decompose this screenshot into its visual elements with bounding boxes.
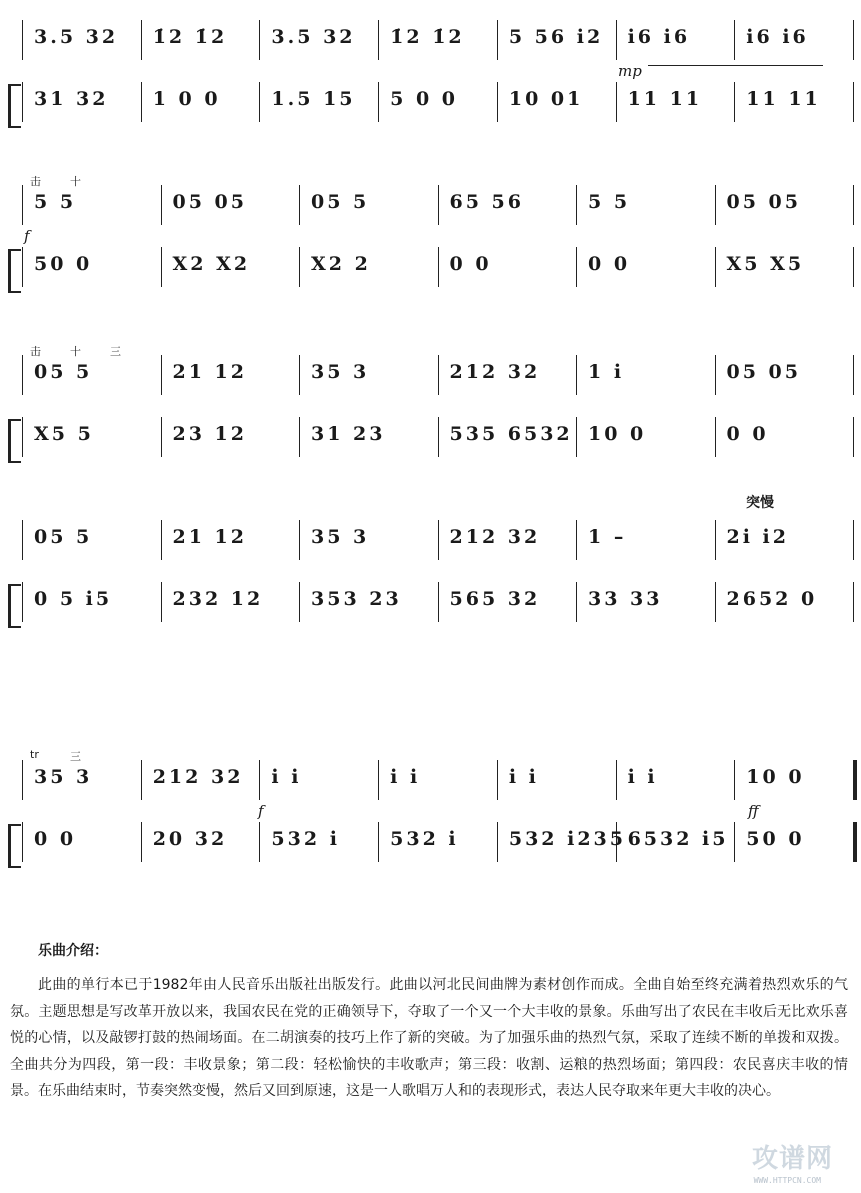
barline <box>576 185 577 225</box>
barline <box>576 417 577 457</box>
barline <box>734 760 735 800</box>
lower-measure: 10 0 <box>588 423 647 445</box>
upper-measure: i i <box>390 766 421 788</box>
upper-staff <box>22 760 853 800</box>
lower-measure: 23 12 <box>172 423 247 445</box>
barline <box>22 82 23 122</box>
barline <box>616 82 617 122</box>
dynamic-marking: ff <box>748 802 759 820</box>
barline <box>715 185 716 225</box>
lower-measure: 33 33 <box>588 588 663 610</box>
barline <box>734 20 735 60</box>
upper-measure: 05 05 <box>172 191 247 213</box>
lower-measure: X5 5 <box>34 423 94 445</box>
barline <box>438 582 439 622</box>
barline <box>299 355 300 395</box>
staff-bracket <box>8 419 21 463</box>
barline <box>576 582 577 622</box>
lower-staff <box>22 582 853 622</box>
upper-measure: 1̇2 1̇2 <box>152 26 228 48</box>
upper-measure: 1 i <box>588 361 625 383</box>
barline <box>438 247 439 287</box>
barline <box>141 82 142 122</box>
lower-measure: 0 5 i5 <box>34 588 113 610</box>
barline <box>161 417 162 457</box>
upper-measure: 05 05 <box>726 191 801 213</box>
lower-measure: 10 01 <box>508 88 584 110</box>
barline <box>853 82 854 122</box>
barline <box>299 520 300 560</box>
lower-measure: 1.5 15 <box>271 88 356 110</box>
barline <box>299 582 300 622</box>
performance-mark: 十 <box>70 175 81 188</box>
upper-measure: 3.5 32 <box>34 26 119 48</box>
lower-staff <box>22 247 853 287</box>
barline <box>141 760 142 800</box>
upper-measure: 05 05 <box>726 361 801 383</box>
barline <box>161 520 162 560</box>
lower-measure: X2 X2 <box>172 253 251 275</box>
barline <box>161 582 162 622</box>
lower-measure: 0 0 <box>34 828 77 850</box>
barline <box>616 760 617 800</box>
barline <box>22 760 23 800</box>
staff-bracket <box>8 584 21 628</box>
barline <box>438 185 439 225</box>
lower-measure: 532 i <box>271 828 340 850</box>
lower-staff <box>22 417 853 457</box>
lower-measure: 31 32 <box>34 88 109 110</box>
lower-measure: X2 2 <box>311 253 371 275</box>
barline <box>259 760 260 800</box>
barline <box>715 582 716 622</box>
upper-staff <box>22 355 853 395</box>
barline <box>378 20 379 60</box>
barline <box>299 417 300 457</box>
barline <box>853 247 854 287</box>
barline <box>22 822 23 862</box>
lower-measure: 20 32 <box>152 828 228 850</box>
score-system <box>8 20 853 162</box>
upper-measure: 05 5 <box>34 361 93 383</box>
upper-measure: i6 i6 <box>627 26 691 48</box>
staff-bracket <box>8 824 21 868</box>
upper-staff <box>22 20 853 60</box>
lower-measure: 1 0 0 <box>152 88 221 110</box>
barline <box>853 417 854 457</box>
lower-measure: 0 0 <box>588 253 631 275</box>
lower-measure: 565 32 <box>449 588 541 610</box>
barline <box>22 582 23 622</box>
score-system <box>8 748 853 902</box>
upper-measure: 1̇2 1̇2 <box>390 26 465 48</box>
barline <box>576 247 577 287</box>
intro-body: 此曲的单行本已于1982年由人民音乐出版社出版发行。此曲以河北民间曲牌为素材创作而成。全曲自始至终充满着热烈欢乐的气氛。主题思想是写改革开放以来，我国农民在党的正确领导下，夺取了一个又一个大丰收的景象。乐曲写出了农民在丰收后无比欢乐喜悦的心情，以及敲锣打鼓的热闹场面。在二胡演奏的技巧上作了新的突破。为了加强乐曲的热烈气氛，采取了连续不断的单拨和双拨。全曲共分为四段，第一段：丰收景象；第二段：轻松愉快的丰收歌声；第三段：收割、运粮的热烈场面；第四段：农民喜庆丰收的情景。在乐曲结束时，节奏突然变慢，然后又回到原速，这是一人歌唱万人和的表现形式，表达人民夺取来年更大丰收的决心。 <box>10 977 848 1099</box>
performance-mark: 击 <box>30 175 41 188</box>
barline <box>853 355 854 395</box>
barline <box>378 760 379 800</box>
barline <box>853 822 857 862</box>
barline <box>259 82 260 122</box>
barline <box>22 355 23 395</box>
barline <box>576 520 577 560</box>
score-system <box>8 175 853 327</box>
lower-measure: 11 11 <box>746 88 821 110</box>
lower-staff <box>22 822 853 862</box>
barline <box>715 417 716 457</box>
intro-title: 乐曲介绍： <box>38 943 108 959</box>
upper-measure: 1 – <box>588 526 627 548</box>
barline <box>734 822 735 862</box>
lower-measure: 11 11 <box>627 88 703 110</box>
lower-measure: 0 0 <box>449 253 492 275</box>
upper-measure: i i <box>271 766 302 788</box>
lower-measure: X5 X5 <box>726 253 805 275</box>
upper-measure: i i <box>508 766 539 788</box>
barline <box>497 82 498 122</box>
upper-measure: 212 32 <box>449 361 541 383</box>
performance-mark: 三 <box>110 345 121 358</box>
watermark-logo: 攻谱网 <box>751 1144 833 1174</box>
barline <box>161 185 162 225</box>
upper-measure: 21 12 <box>172 361 247 383</box>
barline <box>161 247 162 287</box>
barline <box>141 822 142 862</box>
staff-bracket <box>8 249 21 293</box>
performance-mark: 击 <box>30 345 41 358</box>
upper-measure: 35 3 <box>311 361 370 383</box>
upper-measure: i6 i6 <box>746 26 809 48</box>
barline <box>378 822 379 862</box>
upper-measure: 10 0 <box>746 766 805 788</box>
barline <box>853 760 857 800</box>
barline <box>853 185 854 225</box>
lower-measure: 50 0 <box>34 253 93 275</box>
lower-measure: 6532 i5 <box>627 828 729 850</box>
lower-measure: 532 i <box>390 828 459 850</box>
upper-measure: 35 3 <box>34 766 93 788</box>
barline <box>715 355 716 395</box>
barline <box>438 417 439 457</box>
upper-measure: 2i i2 <box>726 526 789 548</box>
barline <box>141 20 142 60</box>
barline <box>734 82 735 122</box>
lower-measure: 5 0 0 <box>390 88 459 110</box>
barline <box>259 20 260 60</box>
lower-measure: 535 6532 <box>449 423 573 445</box>
lower-measure: 0 0 <box>726 423 769 445</box>
barline <box>853 520 854 560</box>
upper-measure: 65 56 <box>449 191 524 213</box>
barline <box>715 520 716 560</box>
performance-mark: 三 <box>70 750 81 763</box>
lower-measure: 31 23 <box>311 423 386 445</box>
dynamic-marking: f <box>258 802 264 820</box>
barline <box>22 520 23 560</box>
upper-measure: 21 12 <box>172 526 247 548</box>
barline <box>22 20 23 60</box>
upper-measure: 5 5 <box>588 191 631 213</box>
upper-measure: i i <box>627 766 658 788</box>
barline <box>22 185 23 225</box>
staff-bracket <box>8 84 21 128</box>
upper-measure: 5 56 i2 <box>508 26 604 48</box>
upper-measure: 05 5 <box>34 526 93 548</box>
upper-measure: 05 5 <box>311 191 370 213</box>
upper-staff <box>22 185 853 225</box>
watermark-url: WWW.HTTPCN.COM <box>753 1176 821 1185</box>
barline <box>576 355 577 395</box>
lower-measure: 232 12 <box>172 588 264 610</box>
barline <box>715 247 716 287</box>
dynamic-marking: f <box>24 227 30 245</box>
upper-staff <box>22 520 853 560</box>
barline <box>22 417 23 457</box>
performance-mark: 十 <box>70 345 81 358</box>
barline <box>616 20 617 60</box>
barline <box>853 20 854 60</box>
barline <box>299 185 300 225</box>
score-system <box>8 345 853 497</box>
upper-measure: 5 5 <box>34 191 77 213</box>
lower-staff <box>22 82 853 122</box>
score-system <box>8 495 853 662</box>
lower-measure: 532 i235 <box>508 828 626 850</box>
dynamic-marking: mp <box>618 62 642 80</box>
barline <box>438 520 439 560</box>
performance-mark: tr <box>30 748 39 761</box>
barline <box>497 20 498 60</box>
upper-measure: 35 3 <box>311 526 370 548</box>
upper-measure: 212 32 <box>449 526 541 548</box>
barline <box>299 247 300 287</box>
barline <box>853 582 854 622</box>
lower-measure: 353 23 <box>311 588 402 610</box>
upper-measure: 212 32 <box>152 766 244 788</box>
tempo-marking: 突慢 <box>746 495 774 511</box>
crescendo-hairpin <box>648 65 823 74</box>
barline <box>22 247 23 287</box>
lower-measure: 50 0 <box>746 828 805 850</box>
lower-measure: 2652 0 <box>726 588 818 610</box>
barline <box>497 760 498 800</box>
barline <box>378 82 379 122</box>
barline <box>161 355 162 395</box>
upper-measure: 3.5 32 <box>271 26 356 48</box>
barline <box>438 355 439 395</box>
barline <box>497 822 498 862</box>
barline <box>259 822 260 862</box>
